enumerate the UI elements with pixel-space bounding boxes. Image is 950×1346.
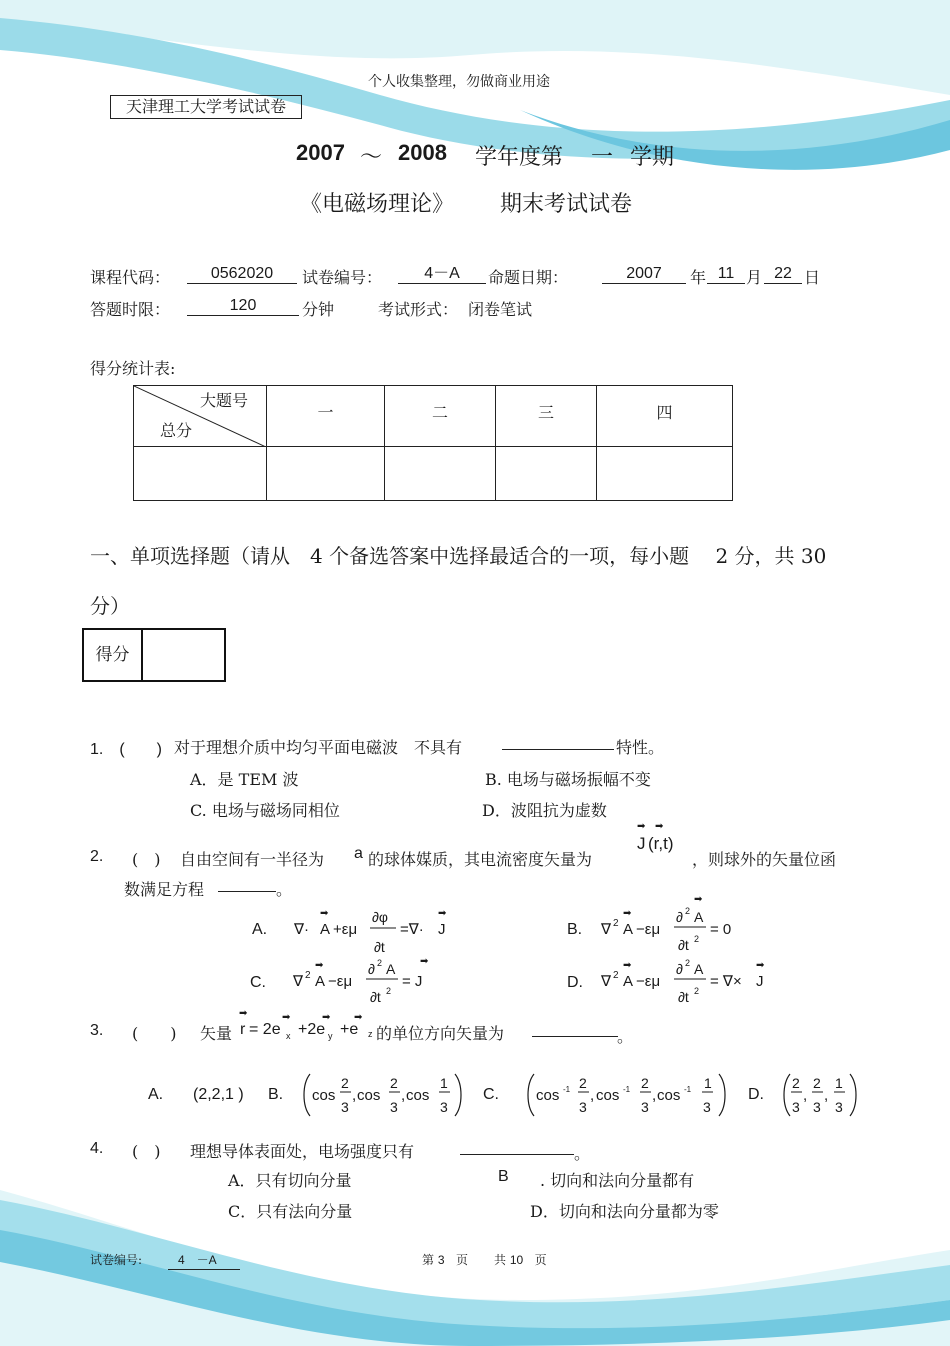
- q1-option-c[interactable]: C. 电场与磁场同相位: [190, 801, 340, 820]
- exam-kind: 期末考试试卷: [500, 192, 633, 217]
- q1-number: 1. ( ): [90, 741, 163, 758]
- score-cell-4[interactable]: [597, 447, 733, 501]
- fb-nabla: ∇: [601, 921, 612, 938]
- q2-formula-c: [290, 952, 440, 1010]
- fd-den: ∂t: [678, 989, 689, 1005]
- q3c-cos1: cos: [536, 1087, 560, 1104]
- fd-num2: A: [694, 961, 704, 977]
- q4-tail: 。: [574, 1144, 591, 1163]
- q3-eq: = 2e: [249, 1021, 281, 1038]
- q2-var-a: a: [354, 845, 363, 862]
- q4-paren: ( ): [132, 1142, 161, 1161]
- fc-A: A: [315, 973, 326, 990]
- q2-option-b-label[interactable]: B.: [567, 921, 583, 938]
- paper-no: 4－A: [398, 265, 486, 284]
- q3b-den2: 3: [390, 1099, 398, 1115]
- fd-den-sq: 2: [694, 986, 700, 996]
- term-label2: 学期: [630, 145, 675, 170]
- q4-blank[interactable]: [460, 1154, 574, 1155]
- q3b-num1: 2: [341, 1075, 349, 1091]
- q2-stem3: ，则球外的矢量位函: [692, 850, 837, 869]
- q3c-den1: 3: [579, 1099, 587, 1115]
- q4-number: 4.: [90, 1140, 104, 1157]
- q3-r: r: [240, 1021, 246, 1038]
- footer-total-pre: 共: [494, 1253, 507, 1267]
- score-cell-2[interactable]: [385, 447, 496, 501]
- q3-ey-arrow: ➡: [322, 1012, 331, 1023]
- fa-J: J: [438, 921, 446, 938]
- fc-nabla: ∇: [293, 973, 304, 990]
- q3b-cos2: cos: [357, 1087, 381, 1104]
- score-table-title: 得分统计表:: [90, 359, 176, 378]
- q2-option-a-label[interactable]: A.: [252, 921, 268, 938]
- q3-formula-d: [780, 1070, 860, 1120]
- fc-num2: A: [386, 961, 396, 977]
- q3-tail: 。: [617, 1027, 634, 1046]
- q3b-cos3: cos: [406, 1087, 430, 1104]
- fb-num2: A: [694, 909, 704, 925]
- fc-J-arrow: ➡: [420, 956, 429, 967]
- q4-option-d[interactable]: D．切向和法向分量都为零: [530, 1202, 719, 1221]
- fb-minus: −εμ: [636, 921, 661, 938]
- course-code: 0562020: [187, 265, 297, 284]
- year-unit: 年: [690, 268, 707, 287]
- fd-minus: −εμ: [636, 973, 661, 990]
- q3b-comma2: ,: [401, 1087, 406, 1104]
- q3-option-d-label[interactable]: D.: [748, 1086, 764, 1103]
- paper-no-label: 试卷编号：: [302, 268, 383, 287]
- section1-heading-line2: 分）: [90, 594, 130, 618]
- q3c-den3: 3: [703, 1099, 711, 1115]
- fa-den: ∂t: [374, 939, 385, 955]
- q2-formula-a: [292, 900, 462, 958]
- q2-blank[interactable]: [218, 891, 276, 892]
- q3-paren: ( ): [132, 1024, 177, 1043]
- term-year1: 2007: [296, 140, 345, 165]
- fa-num: ∂φ: [372, 909, 388, 925]
- col-header-2: 二: [385, 386, 496, 447]
- col-header-3: 三: [496, 386, 597, 447]
- course-code-label: 课程代码：: [90, 268, 171, 287]
- q3c-cos3: cos: [657, 1087, 681, 1104]
- fc-A-arrow: ➡: [315, 960, 324, 971]
- q1-option-a[interactable]: A．是 TEM 波: [190, 770, 299, 789]
- exam-course: 《电磁场理论》: [300, 192, 455, 217]
- q3c-den2: 3: [641, 1099, 649, 1115]
- fc-eq: = J: [402, 973, 423, 990]
- q3-ex-arrow: ➡: [282, 1012, 291, 1023]
- col-header-4: 四: [597, 386, 733, 447]
- q4-option-c[interactable]: C．只有法向分量: [228, 1202, 353, 1221]
- q2-stem4: 数满足方程: [124, 880, 205, 899]
- day-unit: 日: [804, 268, 821, 287]
- q2-stem2: 的球体媒质，其电流密度矢量为: [368, 850, 593, 869]
- q3-number: 3.: [90, 1022, 104, 1039]
- section1-heading-line1: 一、单项选择题（请从 4 个备选答案中选择最适合的一项，每小题 2 分，共 30: [90, 544, 827, 568]
- q1-option-b[interactable]: B. 电场与磁场振幅不变: [485, 770, 651, 789]
- q3c-inv2: -1: [623, 1085, 631, 1094]
- q1-blank[interactable]: [502, 749, 614, 750]
- corner-bottom-label: 总分: [160, 421, 193, 440]
- q2-option-d-label[interactable]: D.: [567, 974, 583, 991]
- section1-score-box: [82, 628, 226, 682]
- q2-J-args: (r,t): [648, 834, 674, 853]
- q3d-right-paren: [850, 1074, 856, 1116]
- date-label: 命题日期：: [488, 268, 569, 287]
- corner-top-label: 大题号: [200, 391, 249, 410]
- fa-eq: =∇·: [400, 921, 424, 938]
- score-cell-1[interactable]: [267, 447, 385, 501]
- fb-den-sq: 2: [694, 934, 700, 944]
- fc-num-sq: 2: [377, 958, 383, 968]
- fc-den: ∂t: [370, 989, 381, 1005]
- month-unit: 月: [746, 268, 763, 287]
- fb-num-arrow: ➡: [694, 894, 703, 905]
- date-month: 11: [707, 265, 745, 284]
- q3-option-a-label[interactable]: A.: [148, 1086, 164, 1103]
- q3d-den2: 3: [813, 1099, 821, 1115]
- fb-A: A: [623, 921, 634, 938]
- q3b-right-paren: [455, 1074, 461, 1116]
- col-header-1: 一: [267, 386, 385, 447]
- q3-formula-c: [522, 1070, 732, 1120]
- q1-tail: 特性。: [616, 738, 665, 757]
- q3c-inv3: -1: [684, 1085, 692, 1094]
- fb-eq: = 0: [710, 921, 732, 938]
- time-label: 答题时限：: [90, 300, 171, 319]
- q3d-den3: 3: [835, 1099, 843, 1115]
- fb-den: ∂t: [678, 937, 689, 953]
- q3-option-c-label[interactable]: C.: [483, 1086, 499, 1103]
- footer-page-pre: 第: [422, 1253, 435, 1267]
- q3d-comma2: ,: [824, 1087, 829, 1104]
- q3c-comma1: ,: [590, 1087, 595, 1104]
- q3d-comma1: ,: [803, 1087, 808, 1104]
- score-table-corner: [134, 386, 267, 447]
- footer-paper-label: 试卷编号:: [90, 1253, 143, 1267]
- form-value: 闭卷笔试: [468, 300, 533, 319]
- fa-plus: +εμ: [333, 921, 358, 938]
- q3d-left-paren: [784, 1074, 790, 1116]
- fd-J: J: [756, 973, 764, 990]
- footer-page-number: 3: [437, 1253, 445, 1267]
- footer-paper-no: 4 －A: [168, 1251, 240, 1270]
- q3c-num1: 2: [579, 1075, 587, 1091]
- fd-num-sq: 2: [685, 958, 691, 968]
- q3b-den3: 3: [440, 1099, 448, 1115]
- date-day: 22: [764, 265, 802, 284]
- q4-stem: 理想导体表面处，电场强度只有: [190, 1142, 415, 1161]
- fd-eq: = ∇×: [710, 973, 742, 990]
- q2-paren: ( ): [132, 850, 161, 869]
- q3b-comma1: ,: [352, 1087, 357, 1104]
- footer-page-mid: 页: [455, 1253, 468, 1267]
- fc-num: ∂: [368, 961, 375, 977]
- time-value: 120: [187, 297, 299, 316]
- q1-stem: 对于理想介质中均匀平面电磁波 不具有: [174, 738, 463, 757]
- q3b-cos1: cos: [312, 1087, 336, 1104]
- q3d-num1: 2: [792, 1075, 800, 1091]
- q1-option-d[interactable]: D．波阻抗为虚数: [482, 801, 607, 820]
- q2-option-c-label[interactable]: C.: [250, 974, 266, 991]
- q4-option-a[interactable]: A．只有切向分量: [228, 1171, 352, 1190]
- fd-A: A: [623, 973, 634, 990]
- fc-minus: −εμ: [328, 973, 353, 990]
- fb-A-arrow: ➡: [623, 908, 632, 919]
- footer-total: [494, 1251, 547, 1268]
- score-table: [133, 385, 733, 501]
- q3b-num2: 2: [390, 1075, 398, 1091]
- q3-stem1: 矢量: [200, 1024, 233, 1043]
- q3-blank[interactable]: [532, 1036, 618, 1037]
- q3-stem2: 的单位方向矢量为: [376, 1024, 505, 1043]
- fb-sq: 2: [613, 918, 619, 929]
- q3b-num3: 1: [440, 1075, 448, 1091]
- q3-plus2: +e: [340, 1021, 359, 1038]
- q3d-num3: 1: [835, 1075, 843, 1091]
- fb-num: ∂: [676, 909, 683, 925]
- q3c-num3: 1: [704, 1075, 712, 1091]
- q2-stem1: 自由空间有一半径为: [180, 850, 325, 869]
- term-semester: 一: [591, 145, 614, 170]
- q3b-left-paren: [304, 1074, 310, 1116]
- time-unit: 分钟: [302, 300, 335, 319]
- q3-vector-expression: [236, 1006, 376, 1042]
- form-label: 考试形式：: [378, 300, 459, 319]
- q3-z: z: [368, 1029, 373, 1039]
- q2-current-density: [634, 818, 692, 858]
- q3c-right-paren: [719, 1074, 725, 1116]
- score-cell-total[interactable]: [134, 447, 267, 501]
- q4-option-b-label[interactable]: B: [498, 1168, 509, 1185]
- fd-A-arrow: ➡: [623, 960, 632, 971]
- q2-number: 2.: [90, 848, 104, 865]
- q3-option-b-label[interactable]: B.: [268, 1086, 284, 1103]
- term-tilde: ～: [360, 145, 383, 170]
- q3-y: y: [328, 1031, 333, 1041]
- q3c-inv1: -1: [563, 1085, 571, 1094]
- fa-A-arrow: ➡: [320, 908, 329, 919]
- date-year: 2007: [602, 265, 686, 284]
- footer-total-number: 10: [509, 1253, 524, 1267]
- q3-r-arrow: ➡: [239, 1008, 248, 1019]
- q2-formula-d: [598, 952, 773, 1010]
- score-cell-3[interactable]: [496, 447, 597, 501]
- section1-score-input[interactable]: [143, 630, 224, 680]
- fc-den-sq: 2: [386, 986, 392, 996]
- fd-num: ∂: [676, 961, 683, 977]
- watermark-text: 个人收集整理，勿做商业用途: [368, 74, 550, 90]
- q3-plus1: +2e: [298, 1021, 326, 1038]
- term-year2: 2008: [398, 140, 447, 165]
- fd-sq: 2: [613, 970, 619, 981]
- q2-formula-b: [598, 890, 748, 958]
- term-label1: 学年度第: [475, 145, 564, 170]
- q2-r-arrow: ➡: [655, 821, 664, 832]
- section1-score-label: 得分: [84, 630, 143, 680]
- q3-ez-arrow: ➡: [354, 1012, 363, 1023]
- q3b-den1: 3: [341, 1099, 349, 1115]
- fc-sq: 2: [305, 970, 311, 981]
- footer-total-post: 页: [534, 1253, 547, 1267]
- fa-nabla: ∇·: [294, 921, 310, 938]
- q3-option-a-value: (2,2,1 ): [193, 1086, 244, 1103]
- fb-num-sq: 2: [685, 906, 691, 916]
- fa-J-arrow: ➡: [438, 908, 447, 919]
- q3-formula-b: [300, 1070, 465, 1120]
- school-box: 天津理工大学考试试卷: [110, 95, 302, 119]
- q3c-num2: 2: [641, 1075, 649, 1091]
- q3c-left-paren: [528, 1074, 534, 1116]
- q2-J-arrow: ➡: [637, 821, 646, 832]
- fd-J-arrow: ➡: [756, 960, 765, 971]
- fd-nabla: ∇: [601, 973, 612, 990]
- footer-page: [422, 1251, 468, 1268]
- q4-option-b[interactable]: . 切向和法向分量都有: [540, 1171, 695, 1190]
- fa-A: A: [320, 921, 331, 938]
- q3-x: x: [286, 1031, 291, 1041]
- q3c-cos2: cos: [596, 1087, 620, 1104]
- q2-J-symbol: J: [637, 834, 646, 853]
- q3d-den1: 3: [792, 1099, 800, 1115]
- q3d-num2: 2: [813, 1075, 821, 1091]
- q3c-comma2: ,: [652, 1087, 657, 1104]
- q2-tail: 。: [276, 880, 293, 899]
